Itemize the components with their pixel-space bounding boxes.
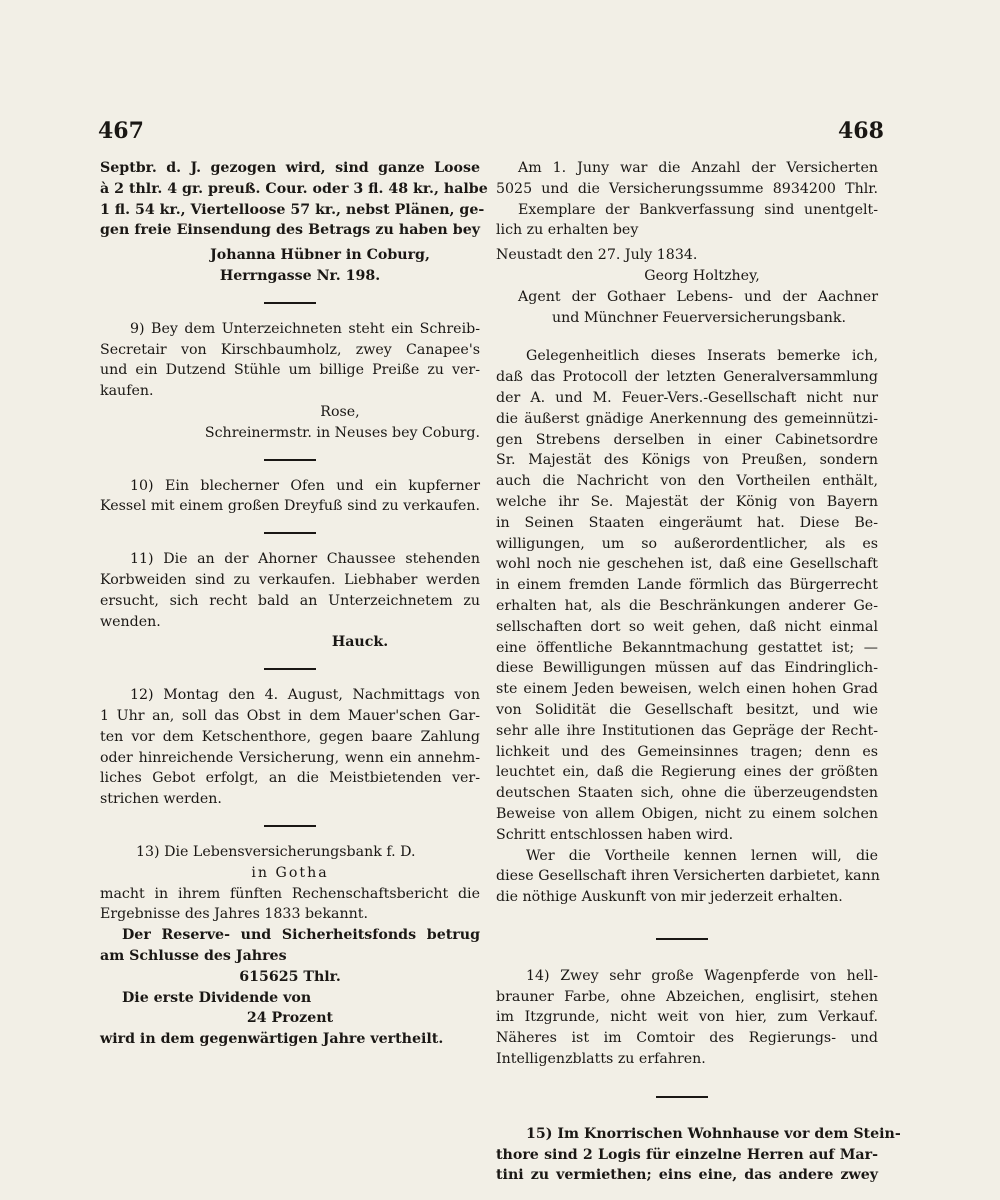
text-line: 11) Die an der Ahorner Chaussee stehenden [130,551,480,568]
text-line: Näheres ist im Comtoir des Regierungs- und [496,1030,878,1047]
section-divider [264,302,316,304]
advert-13 [100,842,480,1050]
text-line: in einem fremden Lande förmlich das Bürgerrecht [496,577,878,594]
text-line: à 2 thlr. 4 gr. preuß. Cour. oder 3 fl. 48 kr., halbe [100,180,488,197]
text-line: auch die Nachricht von den Vortheilen enthält, [496,473,878,490]
text-line: Kessel mit einem großen Dreyfuß sind zu verkaufen. [100,498,480,515]
text-line: von Solidität die Gesellschaft besitzt, und wie [496,701,878,718]
text-line: im Itzgrunde, nicht weit von hier, zum Verkauf. [496,1009,878,1026]
text-line: Secretair von Kirschbaumholz, zwey Canapee's [100,341,480,358]
text-line: 12) Montag den 4. August, Nachmittags von [130,687,480,704]
text-line: leuchtet ein, daß die Regierung eines der größten [496,764,878,781]
text-line: 10) Ein blecherner Ofen und ein kupferner [130,477,480,494]
signature-address: Herrngasse Nr. 198. [219,267,381,284]
text-line: Der Reserve- und Sicherheitsfonds betrug [122,927,480,944]
text-line: ersucht, sich recht bald an Unterzeichnetem zu [100,592,480,609]
text-line: 15) Im Knorrischen Wohnhause vor dem Stein- [526,1125,901,1142]
text-line: Gelegenheitlich dieses Inserats bemerke ich, [526,348,878,365]
advert-15 [496,1124,901,1186]
text-line: brauner Farbe, ohne Abzeichen, englisirt, stehen [496,988,878,1005]
text-line: lich zu erhalten bey [496,222,639,239]
text-line: deutschen Staaten sich, ohne die überzeugendsten [496,785,878,802]
advert-heading: 13) Die Lebensversicherungsbank f. D. [136,843,416,860]
text-line: der A. und M. Feuer-Vers.-Gesellschaft nicht nur [496,389,878,406]
text-line: gen Strebens derselben in einer Cabinetsordre [496,431,878,448]
text-line: eine öffentliche Bekanntmachung gestattet ist; — [496,639,878,656]
text-line: lichkeit und des Gemeinsinnes tragen; denn es [496,743,878,760]
text-line: die nöthige Auskunft von mir jederzeit erhalten. [496,889,843,906]
text-line: 1 Uhr an, soll das Obst in dem Mauer'schen Gar- [100,707,480,724]
section-divider [264,459,316,461]
advert-10 [100,476,480,518]
left-column [100,158,488,1050]
text-line: macht in ihrem fünften Rechenschaftsbericht die [100,885,480,902]
remark-paragraph [496,346,878,845]
text-line: Sr. Majestät des Königs von Preußen, sondern [496,452,878,469]
text-line: Am 1. Juny war die Anzahl der Versicherten [518,160,878,176]
text-line: Exemplare der Bankverfassung sind unentgelt- [518,201,878,218]
percentage: 24 Prozent [246,1010,334,1027]
advert-9 [100,319,480,402]
text-line: 9) Bey dem Unterzeichneten steht ein Schreib- [130,320,480,337]
text-line: die äußerst gnädige Anerkennung des gemeinnützi- [496,410,878,427]
text-line: gen freie Einsendung des Betrags zu haben bey [100,222,480,239]
page-number-left: 467 [98,118,144,144]
text-line: Beweise von allem Obigen, nicht zu einem solchen [496,805,878,822]
advert-12 [100,685,480,810]
text-line: oder hinreichende Versicherung, wenn ein annehm- [100,749,480,766]
section-divider [264,532,316,534]
text-line: am Schlusse des Jahres [100,947,287,964]
text-line: 5025 und die Versicherungssumme 8934200 Thlr. [496,180,878,197]
section-divider [656,938,708,940]
signature-title: Agent der Gothaer Lebens- und der Aachner [518,288,878,305]
text-line: Schritt entschlossen haben wird. [496,826,734,843]
text-line: diese Gesellschaft ihren Versicherten darbietet, kann [496,868,880,885]
text-line: Korbweiden sind zu verkaufen. Liebhaber werden [100,571,480,588]
advert-14 [496,966,878,1070]
advert-heading-place: in Gotha [251,864,329,881]
text-line: strichen werden. [100,791,222,808]
text-line: 14) Zwey sehr große Wagenpferde von hell- [526,967,878,984]
text-line: wenden. [100,613,161,630]
text-line: 1 fl. 54 kr., Viertelloose 57 kr., nebst Plänen, ge- [100,201,485,218]
section-divider [264,668,316,670]
signature-title: und Münchner Feuerversicherungsbank. [551,309,847,326]
text-line: tini zu vermiethen; eins eine, das andere zwey [496,1167,878,1184]
signature-name: Johanna Hübner in Coburg, [210,247,430,264]
amount: 615625 Thlr. [239,968,341,985]
text-line: sehr alle ihre Institutionen das Gepräge der Recht- [496,722,878,739]
text-line: Septbr. d. J. gezogen wird, sind ganze Loose [100,160,480,176]
signature-name: Rose, [320,403,360,420]
text-line: diese Bewilligungen müssen auf das Eindringlich- [496,660,878,677]
lottery-notice [100,158,488,241]
section-divider [656,1096,708,1098]
signature-name: Georg Holtzhey, [644,267,760,284]
text-line: daß das Protocoll der letzten Generalversammlung [496,369,878,386]
text-line: willigungen, um so außerordentlicher, als es [496,535,878,552]
text-line: Ergebnisse des Jahres 1833 bekannt. [100,906,368,923]
text-line: und ein Dutzend Stühle um billige Preiße zu ver- [100,362,480,379]
text-line: kaufen. [100,383,154,400]
signature-name: Hauck. [331,634,389,651]
text-line: ste einem Jeden beweisen, welch einen hohen Grad [496,681,878,698]
signature-address: Schreinermstr. in Neuses bey Coburg. [204,424,480,441]
page-number-right: 468 [838,118,884,144]
date-line: Neustadt den 27. July 1834. [496,247,698,264]
text-line: thore sind 2 Logis für einzelne Herren auf Mar- [496,1146,878,1163]
text-line: erhalten hat, als die Beschränkungen anderer Ge- [496,597,878,614]
insurance-report [496,158,878,241]
text-line: Die erste Dividende von [122,989,312,1006]
text-line: in Seinen Staaten eingeräumt hat. Diese Be- [496,514,878,531]
text-line: sellschaften dort so weit gehen, daß nicht einmal [496,618,878,635]
text-line: Wer die Vortheile kennen lernen will, die [526,847,878,864]
text-line: Intelligenzblatts zu erfahren. [496,1051,706,1068]
text-line: liches Gebot erfolgt, an die Meistbietenden ver- [100,770,480,787]
text-line: welche ihr Se. Majestät der König von Bayern [496,493,878,510]
right-column [496,158,901,1186]
remark-paragraph-2 [496,846,878,908]
text-line: wohl noch nie geschehen ist, daß eine Gesellschaft [496,556,878,573]
advert-11 [100,549,480,632]
section-divider [264,825,316,827]
text-line: ten vor dem Ketschenthore, gegen baare Zahlung [100,728,480,745]
text-line: wird in dem gegenwärtigen Jahre vertheilt. [100,1031,444,1048]
